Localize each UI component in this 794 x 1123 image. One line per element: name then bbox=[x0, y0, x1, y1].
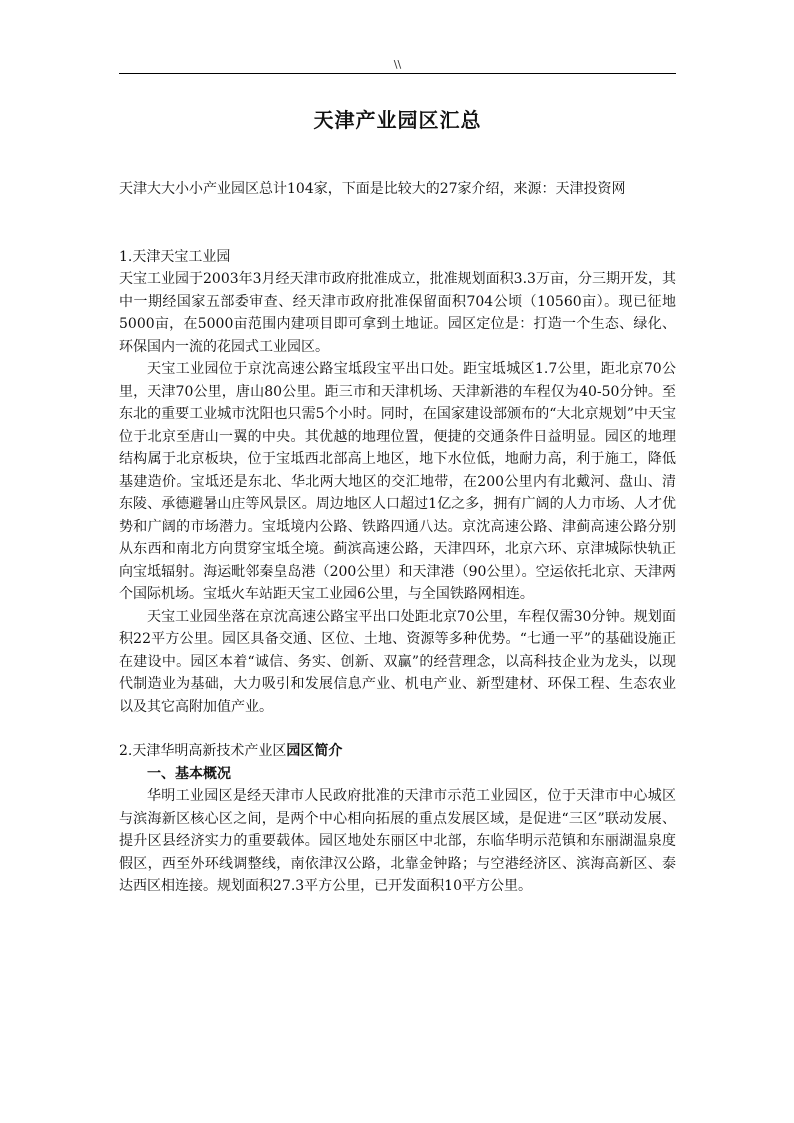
section-paragraph: 华明工业园区是经天津市人民政府批准的天津市示范工业园区，位于天津市中心城区与滨海新区核心区之间，是两个中心相向拓展的重点发展区域，是促进“三区”联动发展、提升区县经济实力的重要载体。园区地处东丽区中北部，东临华明示范镇和东丽湖温泉度假区，西至外环线调整线，南依津汉公路，北靠金钟路；与空港经济区、滨海高新区、泰达西区相连接。规划面积27.3平方公里，已开发面积10平方公里。 bbox=[119, 788, 676, 894]
section-paragraph: 天宝工业园于2003年3月经天津市政府批准成立，批准规划面积3.3万亩，分三期开发，其中一期经国家五部委审查、经天津市政府批准保留面积704公顷（10560亩）。现已征地5000亩，在5000亩范围内建项目即可拿到土地证。园区定位是：打造一个生态、绿化、环保国内一流的花园式工业园区。 bbox=[119, 271, 676, 355]
document-title: 天津产业园区汇总 bbox=[313, 108, 482, 132]
header-mark: \\ bbox=[393, 58, 402, 71]
document-body bbox=[119, 178, 676, 898]
section-heading bbox=[119, 740, 676, 763]
section-heading-prefix: 2.天津华明高新技术产业区 bbox=[119, 743, 287, 759]
section-huaming bbox=[119, 740, 676, 898]
section-heading-bold: 园区简介 bbox=[286, 743, 343, 759]
section-tianbao bbox=[119, 246, 676, 719]
section-spacer bbox=[119, 718, 676, 740]
subheading: 一、基本概况 bbox=[147, 765, 231, 782]
section-paragraph: 天宝工业园位于京沈高速公路宝坻段宝平出口处。距宝坻城区1.7公里，距北京70公里，天津70公里，唐山80公里。距三市和天津机场、天津新港的车程仅为40-50分钟。至东北的重要工业城市沈阳也只需5个小时。同时，在国家建设部颁布的“大北京规划”中天宝位于北京至唐山一翼的中央。其优越的地理位置，便捷的交通条件日益明显。园区的地理结构属于北京板块，位于宝坻西北部高上地区，地下水位低，地耐力高，利于施工，降低基建造价。宝坻还是东北、华北两大地区的交汇地带，在200公里内有北戴河、盘山、清东陵、承德避暑山庄等风景区。周边地区人口超过1亿之多，拥有广阔的人力市场、人才优势和广阔的市场潜力。宝坻境内公路、铁路四通八达。京沈高速公路、津蓟高速公路分别从东西和南北方向贯穿宝坻全境。蓟滨高速公路，天津四环，北京六环、京津城际快轨正向宝坻辐射。海运毗邻秦皇岛港（200公里）和天津港（90公里）。空运依托北京、天津两个国际机场。宝坻火车站距天宝工业园6公里，与全国铁路网相连。 bbox=[119, 361, 676, 602]
section-heading: 1.天津天宝工业园 bbox=[119, 248, 231, 265]
header-divider bbox=[119, 73, 676, 74]
section-paragraph: 天宝工业园坐落在京沈高速公路宝平出口处距北京70公里，车程仅需30分钟。规划面积22平方公里。园区具备交通、区位、土地、资源等多种优势。“七通一平”的基础设施正在建设中。园区本着“诚信、务实、创新、双赢”的经营理念，以高科技企业为龙头，以现代制造业为基础，大力吸引和发展信息产业、机电产业、新型建材、环保工程、生态农业以及其它高附加值产业。 bbox=[119, 608, 676, 715]
intro-paragraph: 天津大大小小产业园区总计104家，下面是比较大的27家介绍，来源：天津投资网 bbox=[119, 181, 626, 197]
